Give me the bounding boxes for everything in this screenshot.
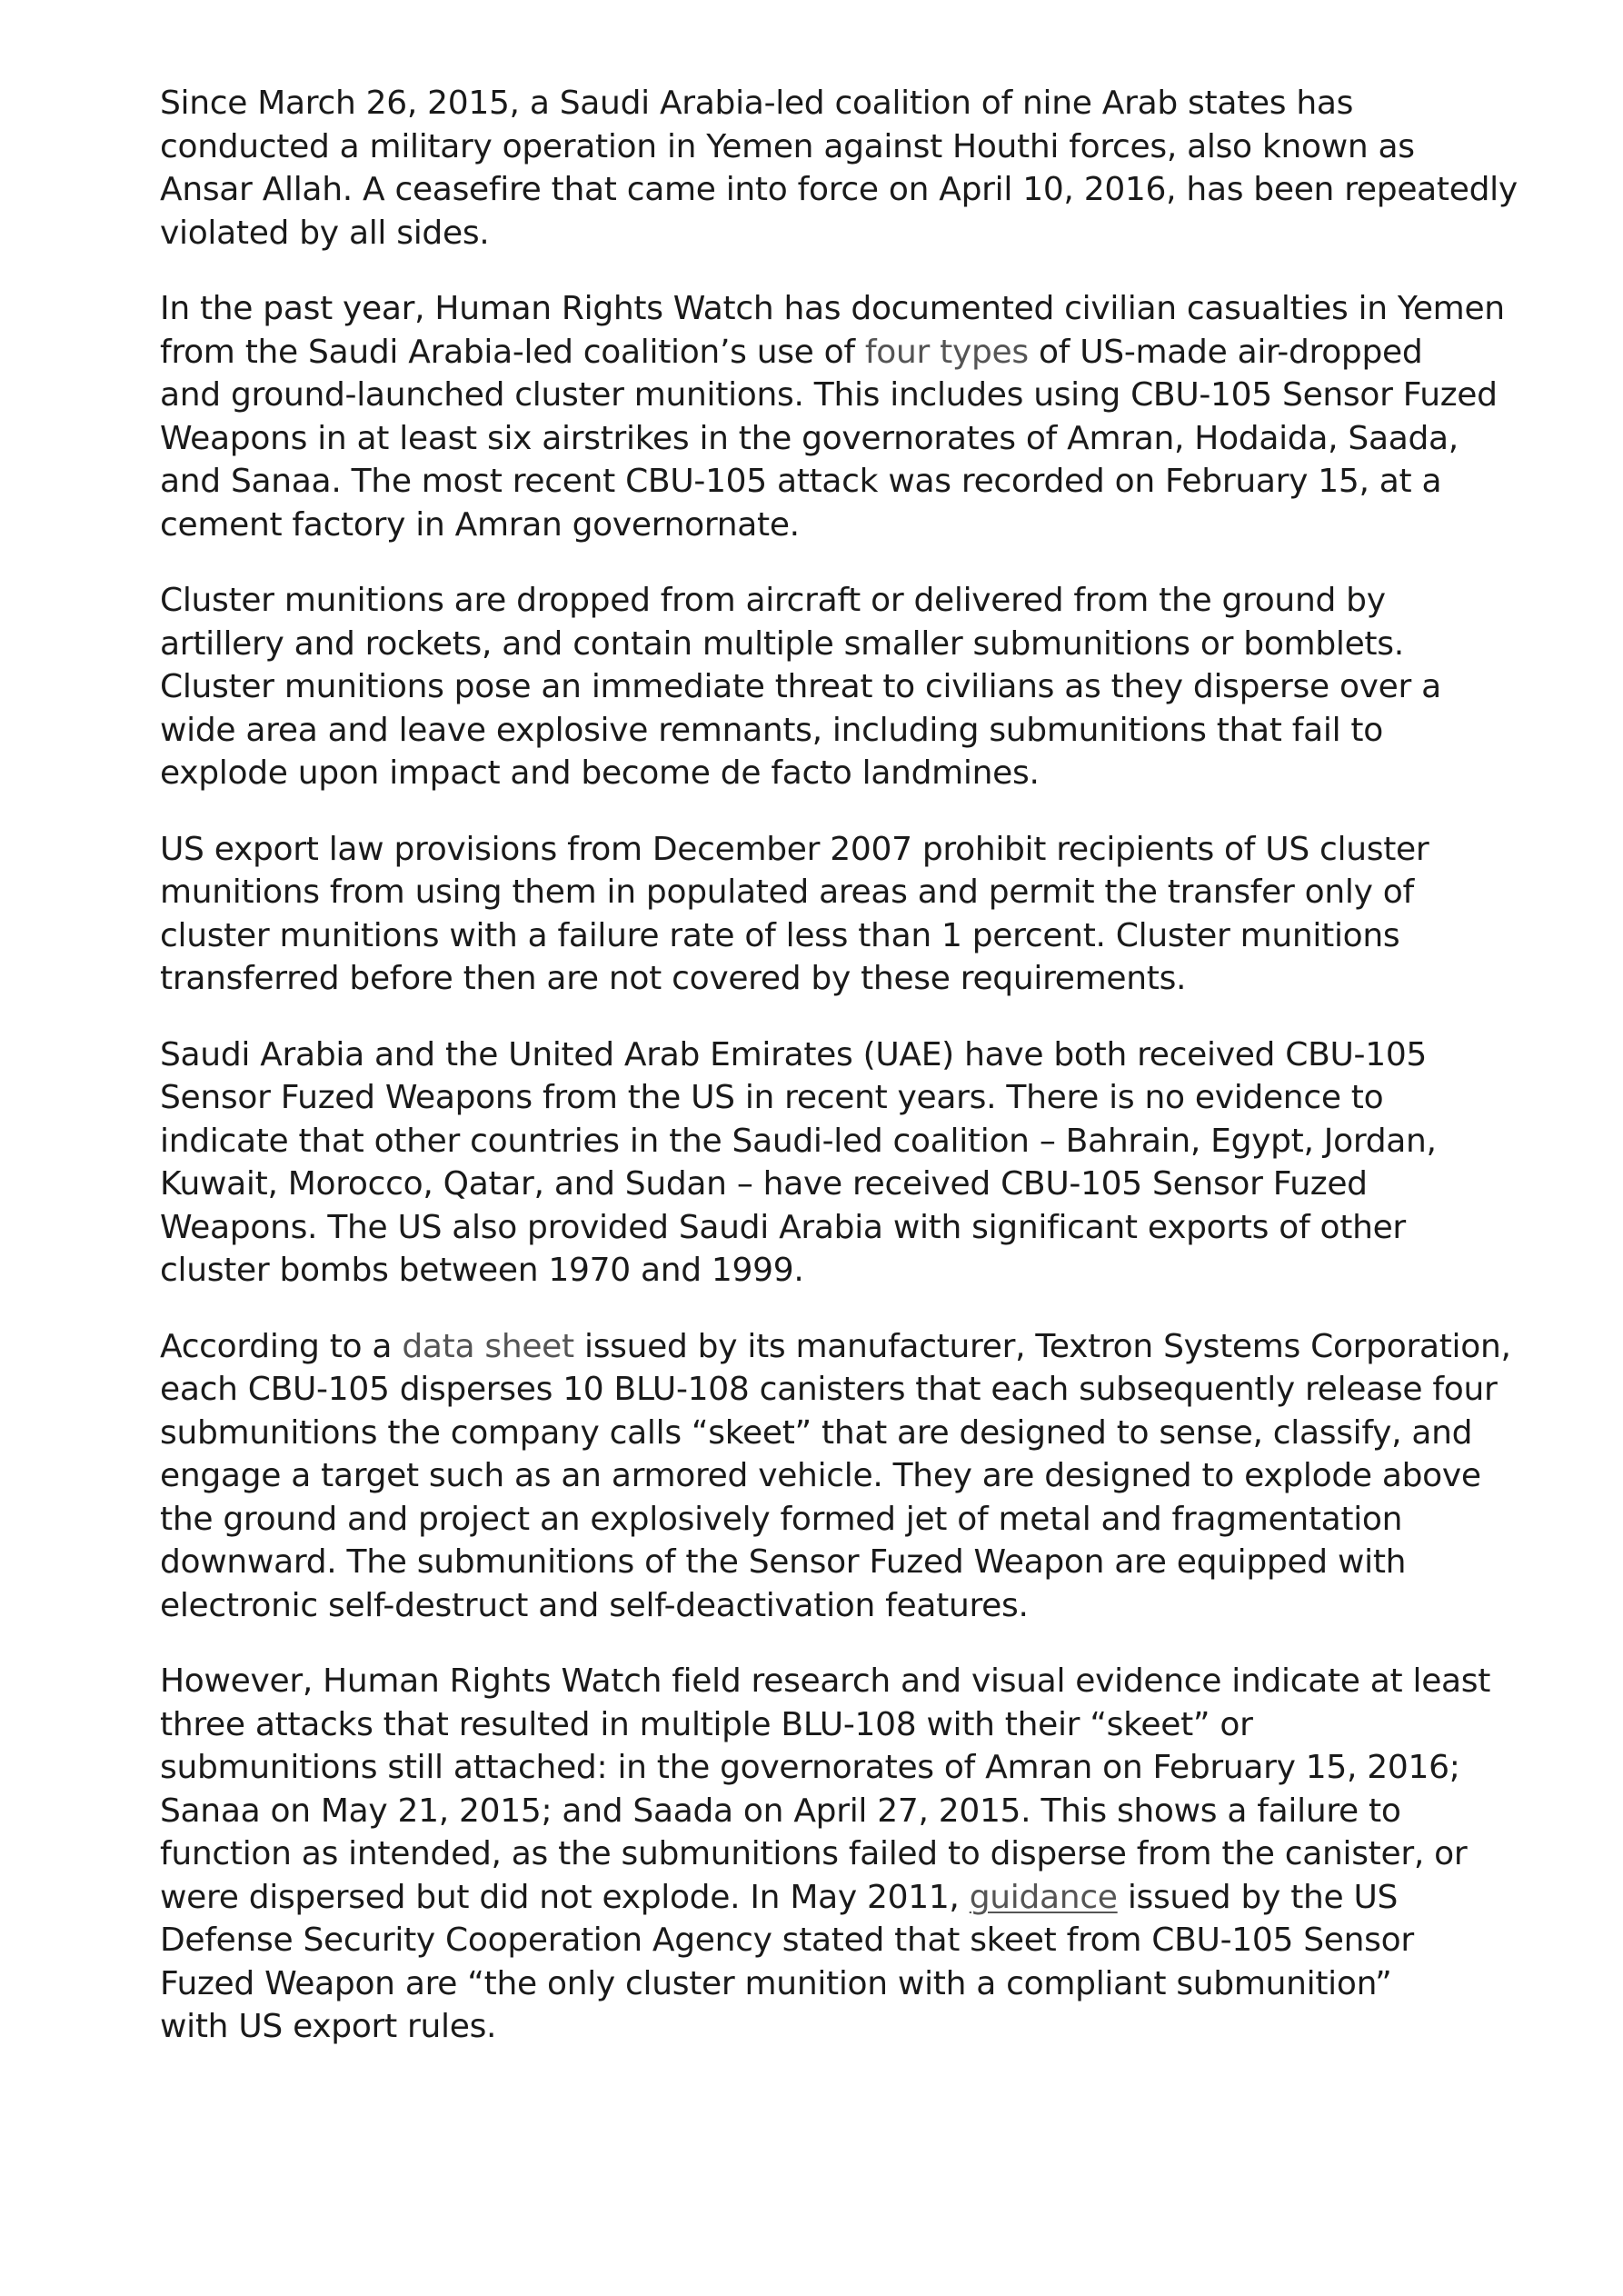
text-run: violated by all sides. [160, 214, 490, 252]
text-run: Sensor Fuzed Weapons from the US in recent years. There is no evidence to [160, 1079, 1384, 1116]
text-line [160, 665, 1487, 709]
text-line [160, 1919, 1487, 1962]
text-run: Weapons in at least six airstrikes in the governorates of Amran, Hodaida, Saada, [160, 419, 1459, 457]
text-run: each CBU-105 disperses 10 BLU-108 canisters that each subsequently release four [160, 1371, 1498, 1408]
text-line [160, 1498, 1487, 1542]
text-run: engage a target such as an armored vehicle. They are designed to explode above [160, 1457, 1481, 1494]
text-run: and Sanaa. The most recent CBU-105 attack was recorded on February 15, at a [160, 463, 1442, 500]
paragraph-6 [160, 1325, 1511, 1628]
text-run: electronic self-destruct and self-deactivation features. [160, 1586, 1029, 1624]
text-line [160, 1454, 1487, 1498]
inline-link[interactable]: four types [864, 333, 1029, 371]
text-line [160, 1746, 1487, 1790]
text-line [160, 1206, 1487, 1250]
text-run: Weapons. The US also provided Saudi Arabia with significant exports of other [160, 1208, 1406, 1246]
text-run: Sanaa on May 21, 2015; and Saada on April 27, 2015. This shows a failure to [160, 1792, 1401, 1830]
text-run: Cluster munitions pose an immediate threat to civilians as they disperse over a [160, 668, 1441, 705]
text-line [160, 1962, 1487, 2006]
text-line [160, 1412, 1487, 1455]
text-run: from the Saudi Arabia-led coalition’s use of [160, 333, 865, 371]
text-line [160, 1163, 1487, 1206]
text-line [160, 1832, 1487, 1876]
text-run: issued by the US [1117, 1878, 1399, 1916]
paragraph-1 [160, 82, 1518, 255]
text-run: three attacks that resulted in multiple BLU-108 with their “skeet” or [160, 1705, 1253, 1743]
text-run: In the past year, Human Rights Watch has documented civilian casualties in Yemen [160, 290, 1505, 327]
text-line [160, 579, 1487, 623]
text-line [160, 2005, 1487, 2049]
text-line [160, 871, 1487, 914]
text-line [160, 1541, 1487, 1584]
text-run: the ground and project an explosively formed jet of metal and fragmentation [160, 1500, 1403, 1538]
paragraph-5 [160, 1033, 1487, 1293]
text-run: of US-made air-dropped [1028, 333, 1423, 371]
text-run: explode upon impact and become de facto landmines. [160, 754, 1040, 792]
text-line [160, 828, 1487, 872]
text-run: submunitions the company calls “skeet” that are designed to sense, classify, and [160, 1413, 1473, 1452]
text-run: munitions from using them in populated areas and permit the transfer only of [160, 873, 1414, 911]
paragraph-2 [160, 287, 1505, 546]
text-line [160, 1325, 1511, 1369]
text-line [160, 1076, 1487, 1120]
text-line [160, 709, 1487, 753]
text-run: artillery and rockets, and contain multiple smaller submunitions or bomblets. [160, 624, 1404, 663]
text-line [160, 168, 1518, 212]
text-run: downward. The submunitions of the Sensor Fuzed Weapon are equipped with [160, 1543, 1407, 1581]
text-run: cluster bombs between 1970 and 1999. [160, 1252, 804, 1289]
text-run: However, Human Rights Watch field research and visual evidence indicate at least [160, 1662, 1491, 1700]
text-line [160, 331, 1487, 374]
text-line [160, 623, 1487, 666]
text-run: cement factory in Amran governornate. [160, 505, 800, 544]
text-line [160, 1368, 1498, 1412]
text-run: Since March 26, 2015, a Saudi Arabia-led coalition of nine Arab states has [160, 85, 1354, 122]
text-line [160, 374, 1498, 417]
text-run: were dispersed but did not explode. In May 2011, [160, 1878, 970, 1916]
text-run: Cluster munitions are dropped from aircraft or delivered from the ground by [160, 582, 1386, 619]
text-run: cluster munitions with a failure rate of less than 1 percent. Cluster munitions [160, 916, 1400, 954]
text-line [160, 1876, 1487, 1920]
text-line [160, 1120, 1487, 1163]
paragraph-3 [160, 579, 1487, 795]
text-run: transferred before then are not covered by these requirements. [160, 960, 1187, 997]
text-line [160, 1033, 1487, 1077]
text-line [160, 752, 1487, 795]
text-run: According to a [160, 1327, 403, 1365]
text-run: Saudi Arabia and the United Arab Emirates (UAE) have both received CBU-105 [160, 1035, 1428, 1073]
text-run: function as intended, as the submunitions failed to disperse from the canister, or [160, 1835, 1468, 1872]
text-line [160, 1584, 1487, 1628]
text-line [160, 125, 1487, 169]
text-run: Ansar Allah. A ceasefire that came into force on April 10, 2016, has been repeatedly [160, 171, 1518, 208]
text-line [160, 82, 1487, 125]
text-line [160, 1703, 1487, 1747]
text-run: Defense Security Cooperation Agency stated that skeet from CBU-105 Sensor [160, 1922, 1414, 1959]
text-run: with US export rules. [160, 2008, 497, 2045]
text-run: issued by its manufacturer, Textron Systems Corporation, [573, 1327, 1511, 1365]
text-run: Kuwait, Morocco, Qatar, and Sudan – have received CBU-105 Sensor Fuzed [160, 1165, 1368, 1203]
text-line [160, 914, 1487, 958]
inline-link[interactable]: guidance [969, 1878, 1118, 1916]
text-line [160, 957, 1487, 1001]
text-line [160, 417, 1487, 461]
text-line [160, 287, 1505, 331]
text-run: wide area and leave explosive remnants, including submunitions that fail to [160, 711, 1383, 749]
paragraph-7 [160, 1660, 1491, 2049]
text-line [160, 460, 1487, 504]
text-run: submunitions still attached: in the governorates of Amran on February 15, 2016; [160, 1749, 1460, 1786]
text-run: conducted a military operation in Yemen against Houthi forces, also known as [160, 127, 1415, 165]
text-line [160, 504, 1487, 547]
text-line [160, 1660, 1491, 1703]
text-line [160, 1249, 1487, 1293]
text-run: indicate that other countries in the Saudi-led coalition – Bahrain, Egypt, Jordan, [160, 1122, 1437, 1160]
inline-link[interactable]: data sheet [402, 1327, 574, 1365]
document-body [160, 82, 1518, 2081]
text-run: Fuzed Weapon are “the only cluster munition with a compliant submunition” [160, 1964, 1392, 2002]
text-line [160, 212, 1487, 255]
text-run: US export law provisions from December 2007 prohibit recipients of US cluster [160, 830, 1429, 868]
paragraph-4 [160, 828, 1487, 1001]
text-run: and ground-launched cluster munitions. This includes using CBU-105 Sensor Fuzed [160, 376, 1498, 414]
text-line [160, 1790, 1487, 1833]
